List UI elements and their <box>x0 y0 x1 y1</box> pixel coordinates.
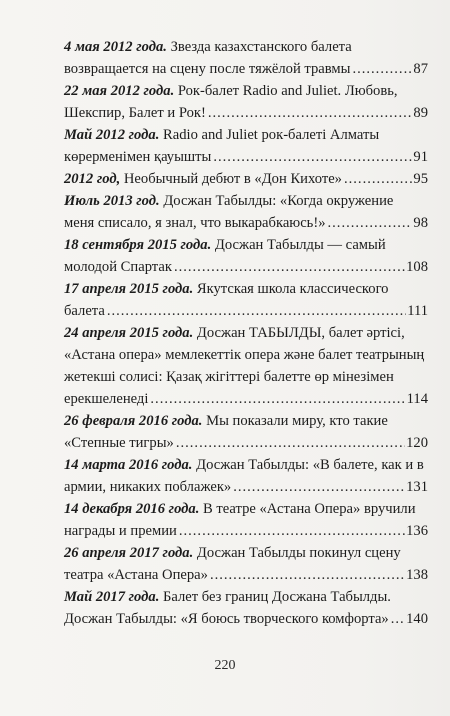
toc-entry-last-line <box>64 432 428 454</box>
toc-entry-date: Май 2012 года. <box>64 127 160 143</box>
toc-entry-last-line <box>64 300 428 322</box>
toc-entry-title-text: Необычный дебют в «Дон Кихоте» <box>123 171 342 187</box>
toc-entry-date: Июль 2013 год. <box>64 193 160 209</box>
toc-entry-page: 138 <box>406 567 428 583</box>
dot-leader <box>233 476 405 498</box>
toc-entry-title-text: театра «Астана Опера» <box>64 567 208 583</box>
toc-entry <box>64 234 428 278</box>
toc-entry-title-text: жетекші солисі: Қазақ жігіттері балетте өр мінезімен <box>64 369 394 385</box>
toc-entry-title-text: Досжан ТАБЫЛДЫ, балет әртісі, <box>196 325 405 341</box>
toc-entry <box>64 454 428 498</box>
toc-entry-title-text: молодой Спартак <box>64 259 172 275</box>
toc-entry-title-text: Шекспир, Балет и Рок! <box>64 105 206 121</box>
toc-entry-line <box>64 80 428 102</box>
page-number: 220 <box>214 658 236 673</box>
dot-leader <box>150 388 405 410</box>
toc-entry-last-line <box>64 212 428 234</box>
toc-entry-title-text: Балет без границ Досжана Табылды. <box>163 589 391 605</box>
toc-entry-title-text: Якутская школа классического <box>196 281 389 297</box>
toc-entry-last-line <box>64 102 428 124</box>
toc-entry-title-text: Досжан Табылды: «Когда окружение <box>163 193 394 209</box>
toc-entry-page: 111 <box>407 303 428 319</box>
toc-entry-title-text: көрерменімен қауышты <box>64 149 212 165</box>
toc-entry-last-line <box>64 168 428 190</box>
toc-entry-last-line <box>64 256 428 278</box>
toc-entry-title-text: «Степные тигры» <box>64 435 174 451</box>
toc-entry-page: 114 <box>406 391 428 407</box>
toc-entry-title-text: балета <box>64 303 105 319</box>
toc-entry-page: 95 <box>413 171 428 187</box>
toc-entry-date: 2012 год, <box>64 171 121 187</box>
toc-entry-last-line <box>64 58 428 80</box>
toc-entry <box>64 278 428 322</box>
toc-entry-line <box>64 586 428 608</box>
toc-entry-title-text: возвращается на сцену после тяжёлой травмы <box>64 61 351 77</box>
toc-entry-last-line <box>64 608 428 630</box>
toc-entry <box>64 322 428 410</box>
toc-entry-line <box>64 322 428 344</box>
toc-entry-title-text: Мы показали миру, кто такие <box>206 413 388 429</box>
toc-entry-line <box>64 36 428 58</box>
dot-leader <box>179 520 405 542</box>
toc-entry-line <box>64 124 428 146</box>
dot-leader <box>210 564 405 586</box>
toc-entry-date: 24 апреля 2015 года. <box>64 325 194 341</box>
toc-entry-page: 98 <box>413 215 428 231</box>
toc-entry <box>64 168 428 190</box>
toc-entry-date: Май 2017 года. <box>64 589 160 605</box>
toc-entry-last-line <box>64 388 428 410</box>
toc-entry-title-text: Досжан Табылды: «Я боюсь творческого комфорта» <box>64 611 389 627</box>
toc-entry-line <box>64 366 428 388</box>
toc-entry-date: 18 сентября 2015 года. <box>64 237 212 253</box>
toc-entry-line <box>64 498 428 520</box>
toc-entry-line <box>64 190 428 212</box>
toc-entry-date: 4 мая 2012 года. <box>64 39 167 55</box>
toc-entry-title-text: армии, никаких поблажек» <box>64 479 232 495</box>
toc-entry-last-line <box>64 520 428 542</box>
dot-leader <box>344 168 412 190</box>
toc-entry <box>64 36 428 80</box>
toc-entry-title-text: Досжан Табылды покинул сцену <box>196 545 401 561</box>
dot-leader <box>107 300 406 322</box>
toc-entry-line <box>64 454 428 476</box>
toc-entry <box>64 586 428 630</box>
toc-entry-date: 14 декабря 2016 года. <box>64 501 200 517</box>
toc-entry <box>64 542 428 586</box>
dot-leader <box>328 212 413 234</box>
toc-entry-date: 26 апреля 2017 года. <box>64 545 194 561</box>
toc-entry <box>64 190 428 234</box>
toc-entry-page: 120 <box>406 435 428 451</box>
toc-entry-page: 91 <box>413 149 428 165</box>
toc-entry-title-text: награды и премии <box>64 523 177 539</box>
toc-entry-title-text: «Астана опера» мемлекеттік опера және балет театрының <box>64 347 425 363</box>
toc-entry-title-text: Рок-балет Radio and Juliet. Любовь, <box>177 83 398 99</box>
toc-entry-last-line <box>64 564 428 586</box>
toc-entry-title-text: меня списало, я знал, что выкарабкаюсь!» <box>64 215 326 231</box>
toc-entry-page: 87 <box>413 61 428 77</box>
toc-entry-page: 89 <box>413 105 428 121</box>
toc-entry-page: 140 <box>406 611 428 627</box>
toc-entry-date: 22 мая 2012 года. <box>64 83 175 99</box>
table-of-contents <box>64 36 428 630</box>
toc-entry-line <box>64 234 428 256</box>
toc-entry <box>64 498 428 542</box>
toc-entry-title-text: ерекшеленеді <box>64 391 149 407</box>
toc-entry-date: 26 февраля 2016 года. <box>64 413 203 429</box>
dot-leader <box>213 146 412 168</box>
toc-entry-page: 108 <box>406 259 428 275</box>
toc-entry-page: 131 <box>406 479 428 495</box>
toc-entry-line <box>64 344 428 366</box>
toc-entry <box>64 410 428 454</box>
toc-entry-title-text: Radio and Juliet рок-балеті Алматы <box>163 127 380 143</box>
toc-entry-page: 136 <box>406 523 428 539</box>
toc-entry-last-line <box>64 476 428 498</box>
dot-leader <box>174 256 405 278</box>
toc-entry-last-line <box>64 146 428 168</box>
toc-entry-title-text: Звезда казахстанского балета <box>170 39 352 55</box>
dot-leader <box>208 102 413 124</box>
toc-entry-line <box>64 542 428 564</box>
toc-entry-title-text: В театре «Астана Опера» вручили <box>203 501 416 517</box>
toc-entry-date: 14 марта 2016 года. <box>64 457 193 473</box>
dot-leader <box>391 608 405 630</box>
toc-entry-line <box>64 410 428 432</box>
toc-entry-title-text: Досжан Табылды: «В балете, как и в <box>196 457 424 473</box>
toc-entry-date: 17 апреля 2015 года. <box>64 281 194 297</box>
toc-entry-line <box>64 278 428 300</box>
toc-entry-title-text: Досжан Табылды — самый <box>214 237 386 253</box>
toc-entry <box>64 124 428 168</box>
toc-entry <box>64 80 428 124</box>
dot-leader <box>176 432 405 454</box>
dot-leader <box>352 58 412 80</box>
